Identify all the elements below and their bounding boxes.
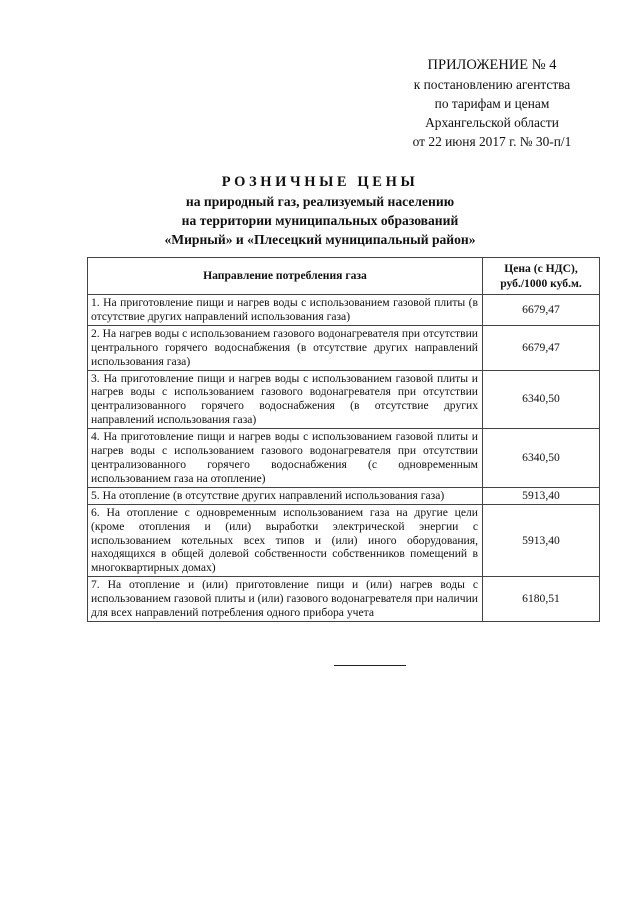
- table-row: [88, 487, 600, 504]
- appendix-line: Архангельской области: [425, 115, 559, 130]
- appendix-date-line: от 22 июня 2017 г. № 30-п/1: [412, 134, 572, 149]
- price-table: [87, 257, 600, 622]
- column-header-price: [483, 258, 600, 295]
- direction-cell: 3. На приготовление пищи и нагрев воды с использованием газовой плиты и нагрев воды с использованием газового водонагревателя при отсутствии централизованного горячего водоснабжения (в отсутствие других направлений использования газа): [88, 370, 483, 429]
- appendix-line: к постановлению агентства: [413, 77, 571, 92]
- direction-cell: 5. На отопление (в отсутствие других направлений использования газа): [88, 487, 483, 504]
- price-cell: 5913,40: [483, 487, 600, 504]
- direction-cell: 4. На приготовление пищи и нагрев воды с использованием газовой плиты и нагрев воды с использованием газового водонагревателя при отсутствии централизованного горячего водоснабжения (с одновременным использованием газа на отопление): [88, 429, 483, 488]
- table-header-row: [88, 258, 600, 295]
- appendix-title: ПРИЛОЖЕНИЕ № 4: [427, 57, 557, 73]
- price-cell: 6679,47: [483, 325, 600, 370]
- price-cell: 6340,50: [483, 370, 600, 429]
- table-row: [88, 295, 600, 326]
- direction-cell: 6. На отопление с одновременным использованием газа на другие цели (кроме отопления и (или) выработки электрической энергии с использованием котельных всех типов и (или) иного оборудования, находящихся в общей долевой собственности собственников помещений в многоквартирных домах): [88, 504, 483, 577]
- price-cell: 6180,51: [483, 577, 600, 622]
- price-cell: 6679,47: [483, 295, 600, 326]
- table-row: [88, 504, 600, 577]
- price-cell: 5913,40: [483, 504, 600, 577]
- table-row: [88, 370, 600, 429]
- heading-line: на территории муниципальных образований: [181, 213, 459, 228]
- table-row: [88, 577, 600, 622]
- price-cell: 6340,50: [483, 429, 600, 488]
- table-row: [88, 325, 600, 370]
- column-header-price-line: Цена (с НДС),: [504, 262, 578, 275]
- column-header-price-line: руб./1000 куб.м.: [500, 277, 582, 290]
- appendix-line: по тарифам и ценам: [434, 96, 550, 111]
- appendix-block: [384, 56, 600, 151]
- heading-line: «Мирный» и «Плесецкий муниципальный район»: [164, 232, 476, 247]
- closing-divider-line: [334, 665, 406, 666]
- column-header-direction: Направление потребления газа: [88, 258, 483, 295]
- table-row: [88, 429, 600, 488]
- document-heading: [0, 173, 640, 249]
- direction-cell: 7. На отопление и (или) приготовление пищи и (или) нагрев воды с использованием газовой плиты и (или) газового водонагревателя при наличии для всех направлений потребления одного прибора учета: [88, 577, 483, 622]
- heading-line: на природный газ, реализуемый населению: [185, 194, 455, 209]
- direction-cell: 2. На нагрев воды с использованием газового водонагревателя при отсутствии центрального горячего водоснабжения (в отсутствие других направлений использования газа): [88, 325, 483, 370]
- direction-cell: 1. На приготовление пищи и нагрев воды с использованием газовой плиты (в отсутствие других направлений использования газа): [88, 295, 483, 326]
- document-title: РОЗНИЧНЫЕ ЦЕНЫ: [221, 174, 419, 190]
